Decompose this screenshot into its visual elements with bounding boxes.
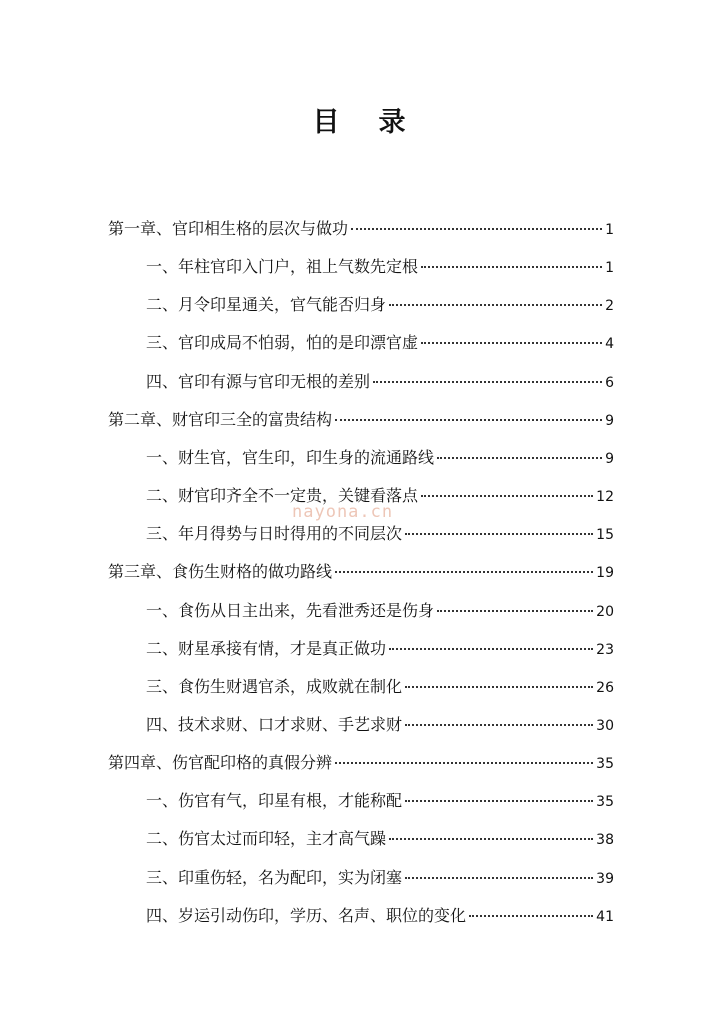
toc-entry-page-number: 20 [596, 603, 614, 620]
toc-section-entry[interactable] [146, 290, 614, 320]
toc-entry-page-number: 12 [596, 489, 614, 506]
dot-leader [389, 648, 593, 650]
dot-leader [405, 877, 593, 879]
toc-section-entry[interactable] [146, 596, 614, 626]
toc-entry-page-number: 23 [596, 641, 614, 658]
toc-entry-label: 第三章、食伤生财格的做功路线 [108, 562, 333, 582]
dot-leader [389, 304, 602, 306]
toc-section-entry[interactable] [146, 824, 614, 854]
dot-leader [389, 838, 593, 840]
toc-entry-label: 三、食伤生财遇官杀，成败就在制化 [146, 676, 403, 696]
watermark: nayona.cn [292, 502, 394, 522]
toc-entry-page-number: 38 [596, 832, 614, 849]
toc-entry-page-number: 41 [596, 908, 614, 925]
toc-section-entry[interactable] [146, 443, 614, 473]
toc-entry-label: 第一章、官印相生格的层次与做功 [108, 219, 349, 238]
toc-entry-label: 二、财官印齐全不一定贵，关键看落点 [146, 486, 419, 506]
toc-entry-page-number: 30 [596, 717, 614, 734]
toc-entry-label: 一、伤官有气，印星有根，才能称配 [146, 791, 403, 811]
dot-leader [437, 457, 602, 459]
toc-section-entry[interactable] [146, 634, 614, 664]
toc-entry-label: 第二章、财官印三全的富贵结构 [108, 409, 333, 429]
toc-entry-page-number: 4 [605, 336, 614, 353]
toc-entry-label: 一、食伤从日主出来，先看泄秀还是伤身 [146, 600, 435, 620]
dot-leader [405, 686, 593, 688]
dot-leader [335, 762, 593, 764]
toc-entry-label: 四、官印有源与官印无根的差别 [146, 371, 371, 391]
toc-entry-label: 四、技术求财、口才求财、手艺求财 [146, 714, 403, 734]
dot-leader [437, 610, 593, 612]
toc-entry-page-number: 15 [596, 527, 614, 544]
toc-entry-label: 二、伤官太过而印轻，主才高气躁 [146, 829, 387, 849]
toc-entry-page-number: 35 [596, 756, 614, 773]
toc-section-entry[interactable] [146, 252, 614, 282]
dot-leader [373, 381, 602, 383]
toc-entry-page-number: 1 [605, 260, 614, 277]
toc-section-entry[interactable] [146, 786, 614, 816]
toc-section-entry[interactable] [146, 519, 614, 549]
toc-entry-label: 一、年柱官印入门户，祖上气数先定根 [146, 257, 419, 277]
toc-entry-page-number: 9 [605, 450, 614, 467]
toc-entry-label: 三、官印成局不怕弱，怕的是印漂官虚 [146, 333, 419, 353]
toc-entry-page-number: 9 [605, 412, 614, 429]
toc-section-entry[interactable] [146, 901, 614, 931]
toc-entry-page-number: 6 [605, 374, 614, 391]
dot-leader [335, 571, 593, 573]
dot-leader [405, 533, 593, 535]
toc-entry-label: 二、月令印星通关，官气能否归身 [146, 295, 387, 315]
dot-leader [421, 342, 602, 344]
toc-section-entry[interactable] [146, 672, 614, 702]
dot-leader [335, 419, 602, 421]
toc-entry-page-number: 26 [596, 679, 614, 696]
dot-leader [405, 800, 593, 802]
dot-leader [405, 724, 593, 726]
toc-section-entry[interactable] [146, 863, 614, 893]
toc-section-entry[interactable] [146, 710, 614, 740]
toc-entry-label: 四、岁运引动伤印，学历、名声、职位的变化 [146, 905, 467, 925]
toc-entry-label: 二、财星承接有情，才是真正做功 [146, 638, 387, 658]
toc-entry-label: 一、财生官，官生印，印生身的流通路线 [146, 447, 435, 467]
toc-entry-label: 三、印重伤轻，名为配印，实为闭塞 [146, 867, 403, 887]
toc-entry-label: 三、年月得势与日时得用的不同层次 [146, 524, 403, 544]
dot-leader [469, 915, 593, 917]
toc-entry-page-number: 19 [596, 565, 614, 582]
dot-leader [421, 495, 593, 497]
toc-chapter-entry[interactable] [108, 748, 614, 778]
toc-section-entry[interactable] [146, 328, 614, 358]
toc-entry-page-number: 39 [596, 870, 614, 887]
dot-leader [421, 266, 602, 268]
toc-entry-label: 第四章、伤官配印格的真假分辨 [108, 753, 333, 773]
toc-entry-page-number: 1 [605, 222, 614, 238]
toc-chapter-entry[interactable] [108, 405, 614, 435]
toc-entry-page-number: 2 [605, 298, 614, 315]
toc-chapter-entry[interactable] [108, 557, 614, 587]
dot-leader [351, 228, 602, 230]
toc-section-entry[interactable] [146, 367, 614, 397]
toc-chapter-entry[interactable] [108, 214, 614, 244]
page-title: 目 录 [312, 107, 412, 138]
toc-entry-page-number: 35 [596, 794, 614, 811]
